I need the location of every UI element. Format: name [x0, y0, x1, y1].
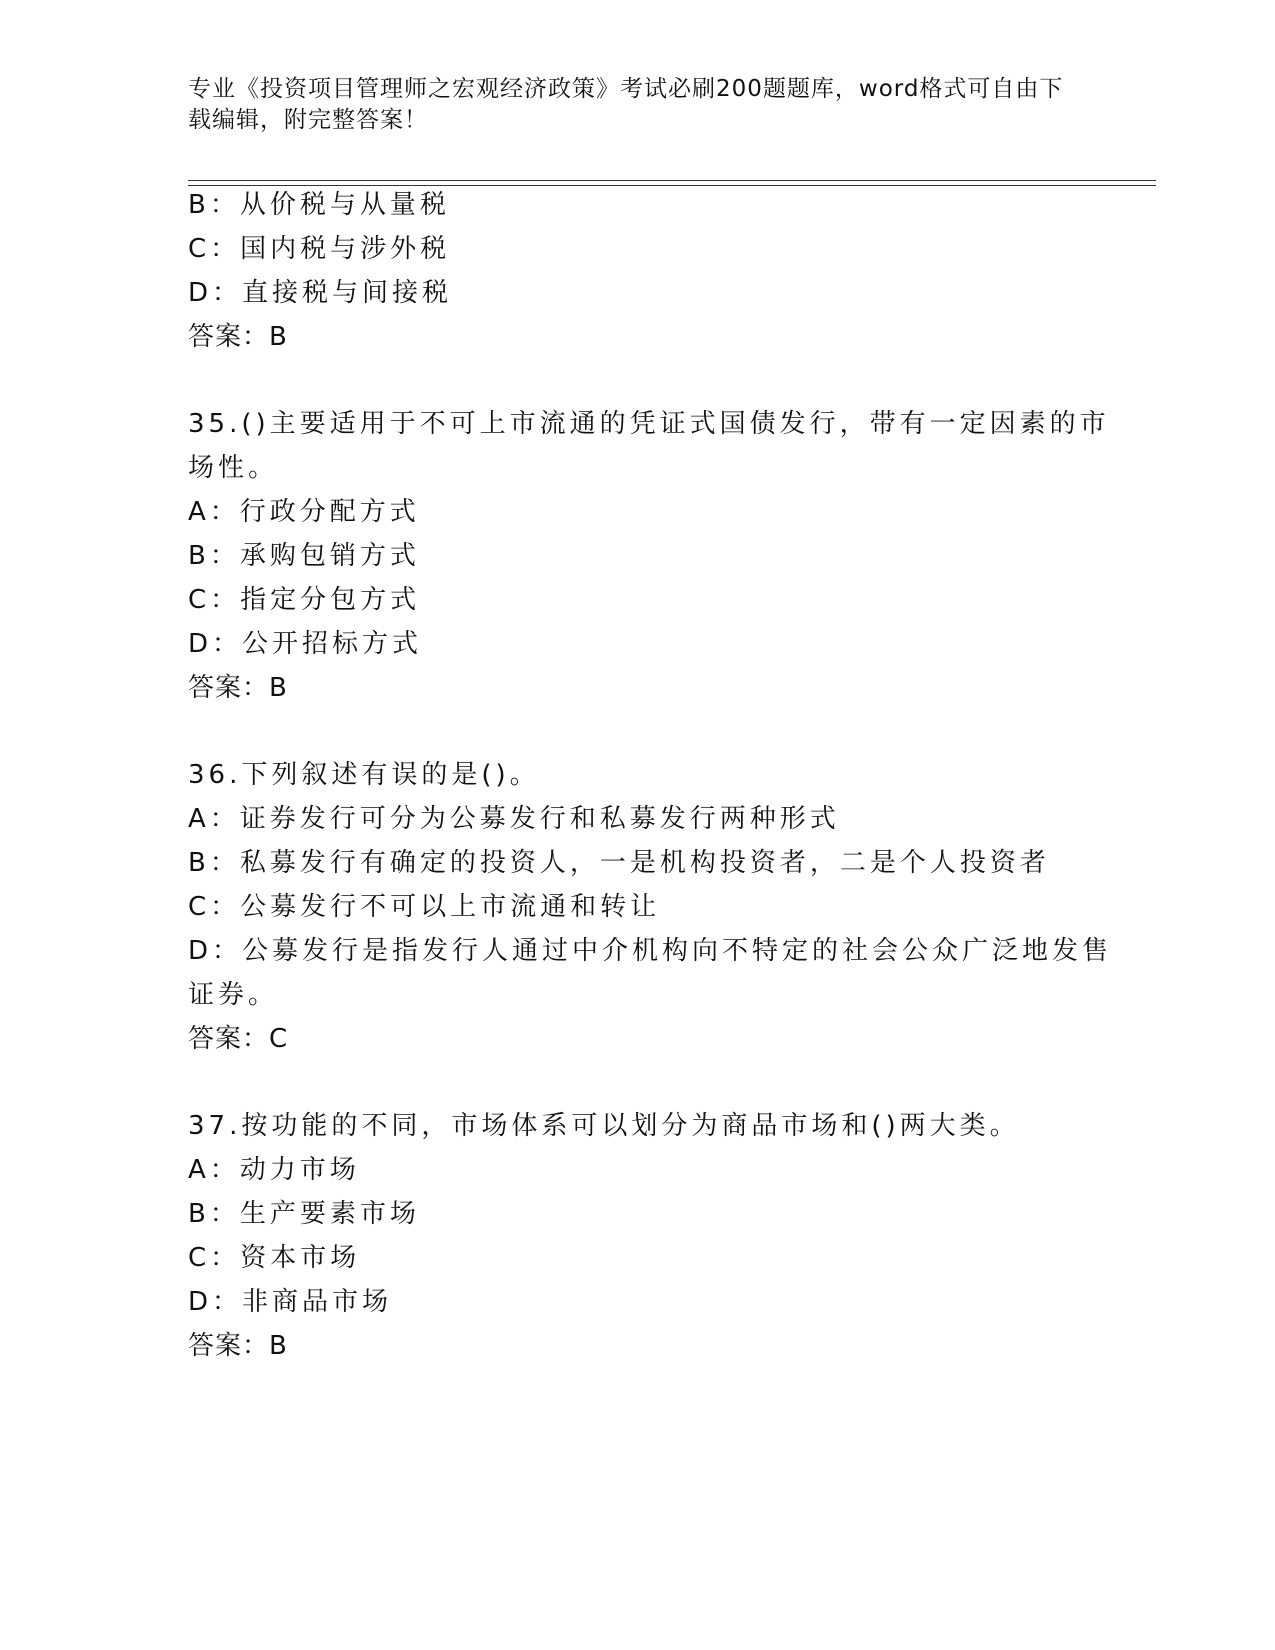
q35-stem-line1: 35.()主要适用于不可上市流通的凭证式国债发行，带有一定因素的市 — [188, 409, 1110, 439]
q37-stem: 37.按功能的不同，市场体系可以划分为商品市场和()两大类。 — [188, 1111, 1020, 1141]
option-text: 行政分配方式 — [239, 497, 420, 527]
option-label: B： — [188, 848, 240, 878]
option-label: D： — [188, 1287, 243, 1317]
option-label: A： — [188, 804, 240, 834]
option-label: C： — [188, 1243, 241, 1273]
option-label: A： — [188, 497, 240, 527]
option-text: 生产要素市场 — [239, 1199, 420, 1229]
q36-answer: 答案：C — [188, 1024, 289, 1054]
option-label: B： — [188, 1199, 240, 1229]
header-rule-bottom — [188, 185, 1156, 186]
option-text: 直接税与间接税 — [242, 278, 453, 308]
q34-option-d — [188, 276, 452, 310]
q35-option-a — [188, 495, 420, 529]
option-text: 承购包销方式 — [239, 541, 420, 571]
q36-option-b — [188, 846, 1050, 880]
q37-option-a — [188, 1153, 360, 1187]
option-text: 私募发行有确定的投资人，一是机构投资者，二是个人投资者 — [239, 848, 1050, 878]
q35-option-c — [188, 583, 420, 617]
option-text: 从价税与从量税 — [239, 190, 450, 220]
option-label: B： — [188, 190, 240, 220]
q37-option-b — [188, 1197, 420, 1231]
option-label: D： — [188, 936, 243, 966]
option-label: C： — [188, 892, 241, 922]
q34-answer: 答案：B — [188, 322, 288, 352]
option-text: 指定分包方式 — [240, 585, 421, 615]
q36-option-c — [188, 890, 660, 924]
option-label: A： — [188, 1155, 240, 1185]
q35-option-d — [188, 627, 422, 661]
q37-option-d — [188, 1285, 392, 1319]
option-text: 非商品市场 — [242, 1287, 393, 1317]
option-text: 动力市场 — [239, 1155, 360, 1185]
option-label: C： — [188, 234, 241, 264]
option-text: 公募发行不可以上市流通和转让 — [240, 892, 661, 922]
q37-answer: 答案：B — [188, 1331, 288, 1361]
q35-stem-line2: 场性。 — [188, 453, 279, 483]
q35-option-b — [188, 539, 420, 573]
header-rule-top — [188, 180, 1156, 181]
option-text: 公募发行是指发行人通过中介机构向不特定的社会公众广泛地发售 — [242, 936, 1113, 966]
option-label: D： — [188, 629, 243, 659]
option-label: D： — [188, 278, 243, 308]
q34-option-b — [188, 188, 450, 222]
q36-stem: 36.下列叙述有误的是()。 — [188, 760, 540, 790]
q35-answer: 答案：B — [188, 673, 288, 703]
q36-option-a — [188, 802, 840, 836]
document-header: 专业《投资项目管理师之宏观经济政策》考试必刷200题题库，word格式可自由下载编辑，附完整答案！ — [188, 76, 1064, 133]
q34-option-c — [188, 232, 450, 266]
option-label: C： — [188, 585, 241, 615]
option-label: B： — [188, 541, 240, 571]
option-text: 资本市场 — [240, 1243, 361, 1273]
option-text: 公开招标方式 — [242, 629, 423, 659]
q37-option-c — [188, 1241, 360, 1275]
option-text: 国内税与涉外税 — [240, 234, 451, 264]
q36-option-d — [188, 934, 1112, 968]
q36-option-d-continued: 证券。 — [188, 980, 279, 1010]
option-text: 证券发行可分为公募发行和私募发行两种形式 — [239, 804, 840, 834]
